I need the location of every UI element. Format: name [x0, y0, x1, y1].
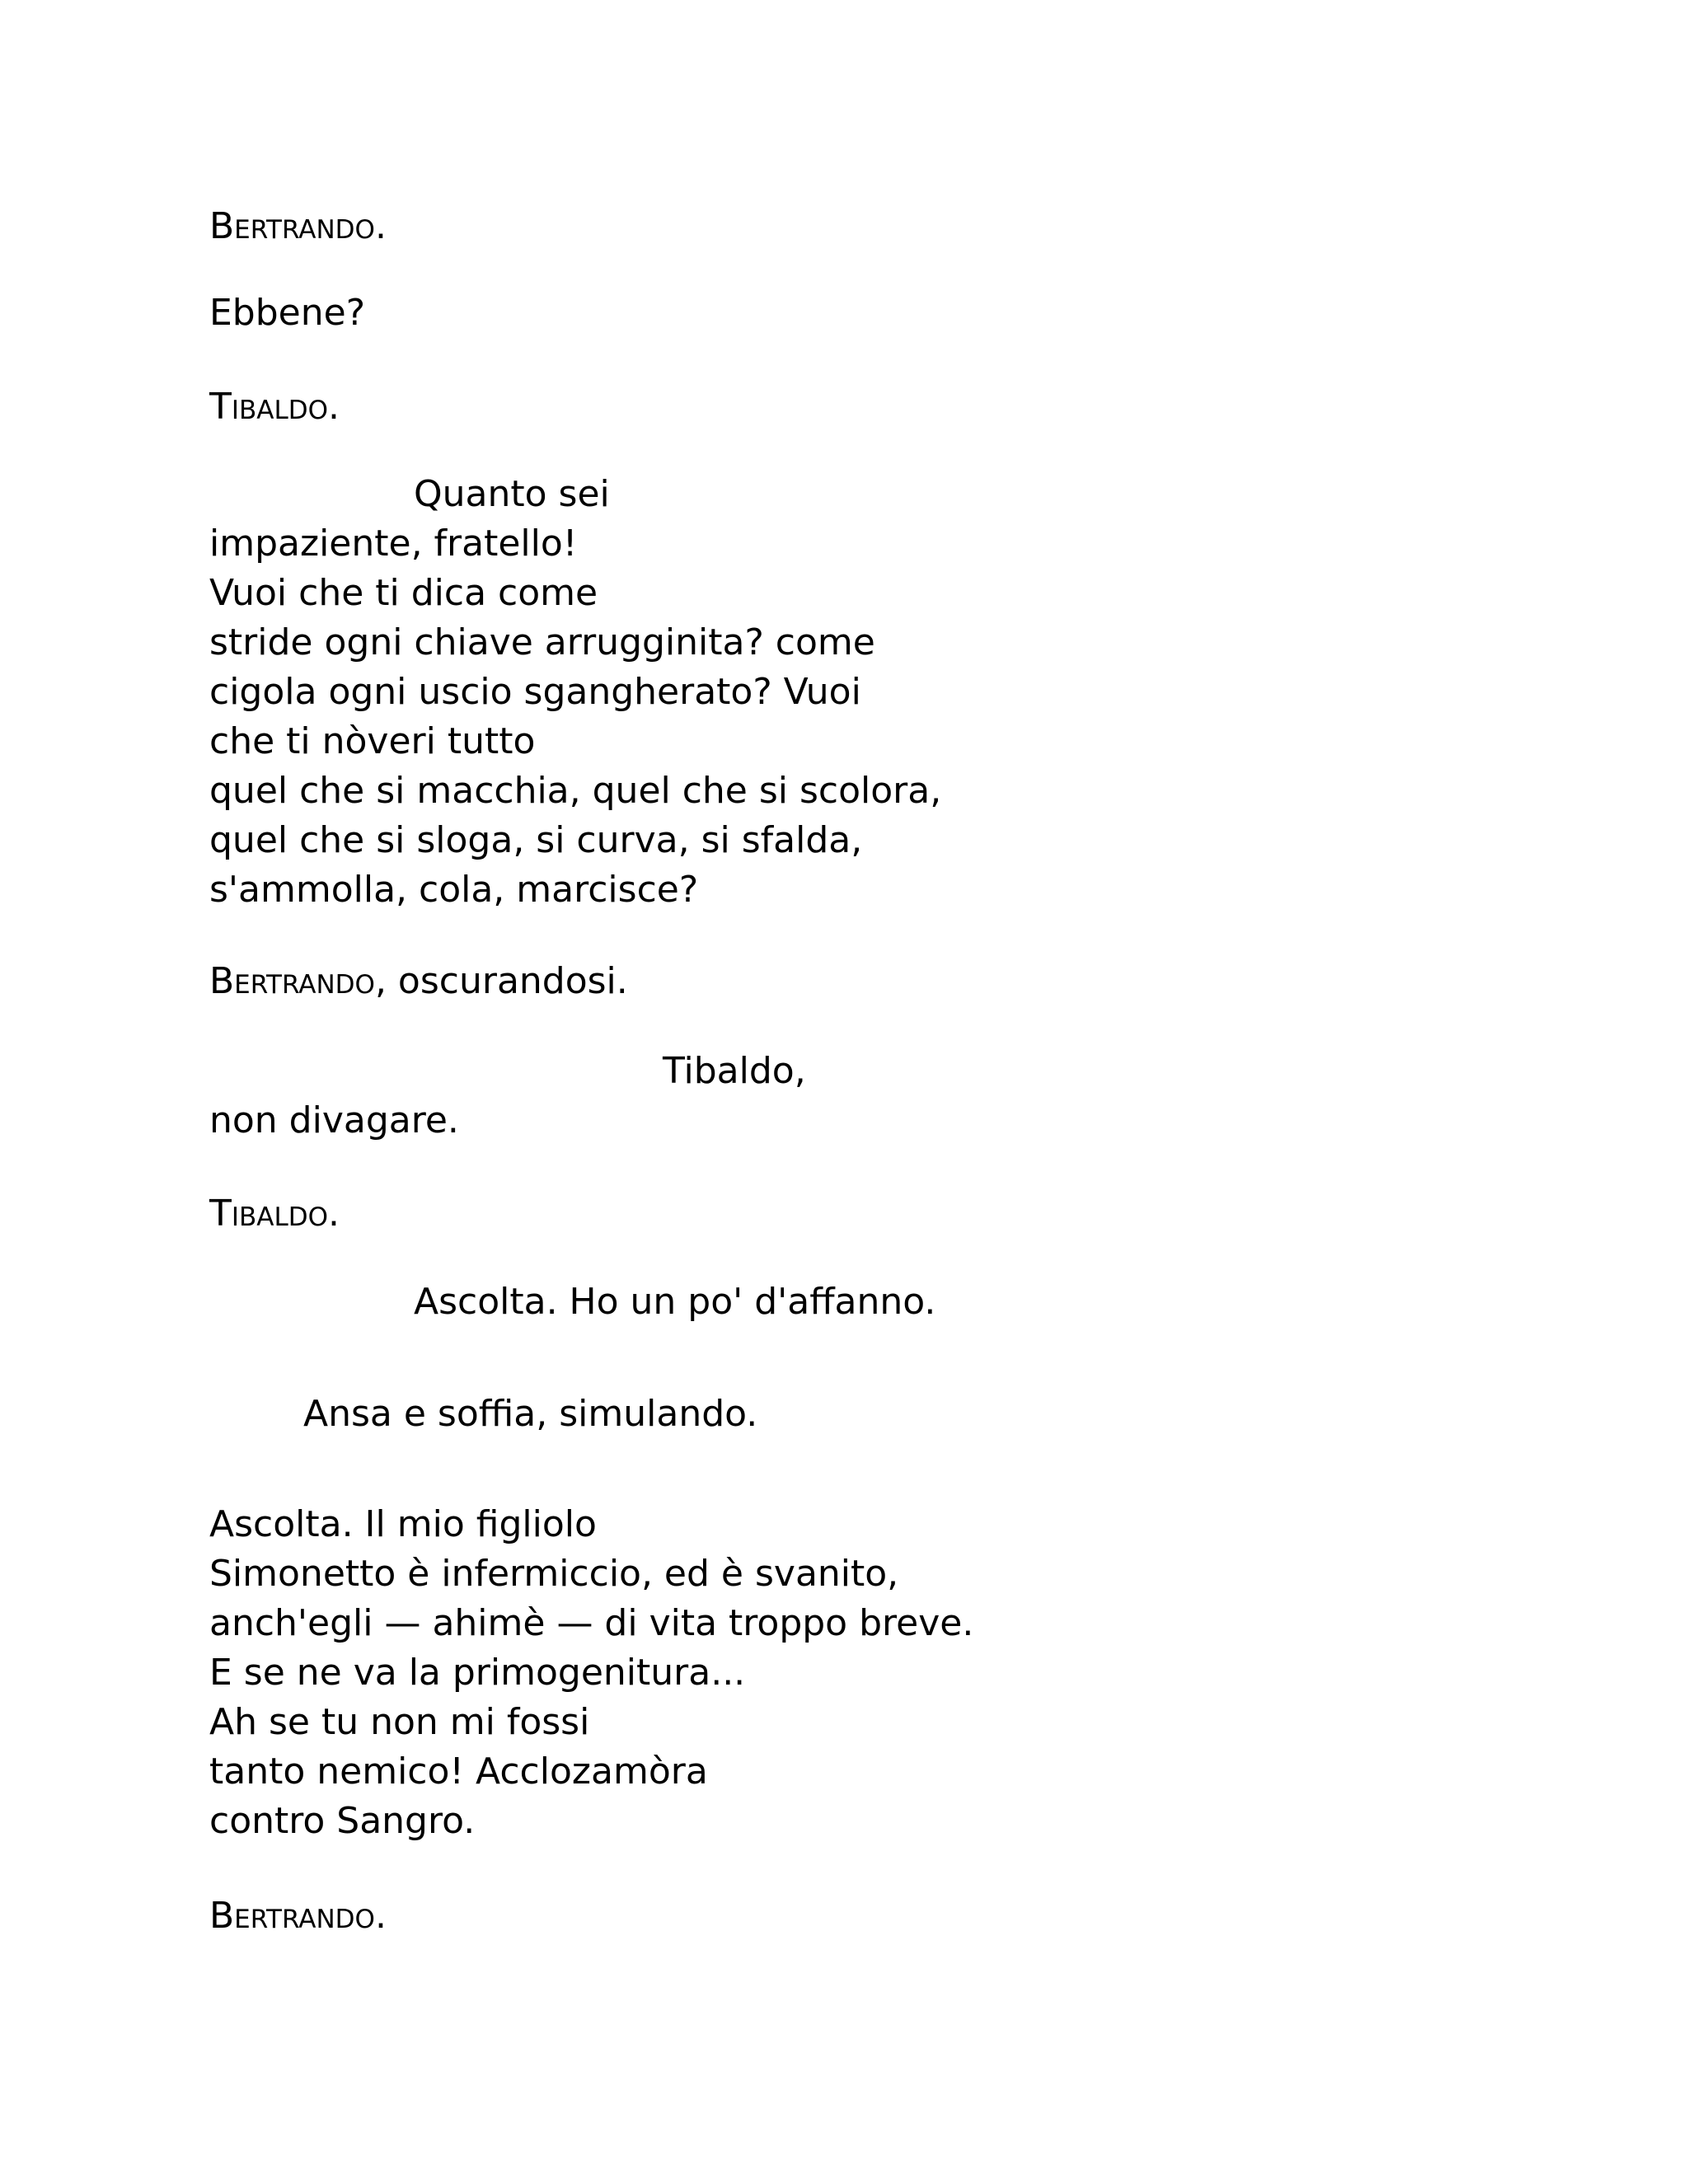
speaker-bertrando [209, 1891, 387, 1941]
verse-line: quel che si macchia, quel che si scolora, [209, 770, 942, 812]
verse-line: non divagare. [209, 1099, 459, 1141]
verse-line: E se ne va la primogenitura... [209, 1652, 746, 1694]
speaker-suffix: . [374, 205, 387, 247]
dialogue-tibaldo-1 [209, 470, 941, 915]
verse-line: stride ogni chiave arrugginita? come [209, 621, 875, 663]
verse-line: s'ammolla, cola, marcisce? [209, 869, 699, 911]
verse-line: Ebbene? [209, 292, 366, 334]
verse-line: Quanto sei [414, 473, 610, 515]
speaker-name: Bertrando [209, 205, 375, 247]
verse-line: tanto nemico! Acclozamòra [209, 1750, 708, 1793]
verse-line: Tibaldo, [663, 1050, 806, 1092]
verse-line: Ascolta. Ho un po' d'affanno. [414, 1281, 936, 1323]
verse-line: cigola ogni uscio sgangherato? Vuoi [209, 671, 861, 713]
verse-line: Simonetto è infermiccio, ed è svanito, [209, 1553, 899, 1595]
dialogue-bertrando-2 [209, 1047, 806, 1146]
verse-line: che ti nòveri tutto [209, 720, 536, 762]
speaker-suffix: , oscurandosi. [374, 960, 628, 1002]
verse-line: anch'egli — ahimè — di vita troppo breve. [209, 1602, 974, 1644]
speaker-suffix: . [328, 386, 340, 428]
stage-direction-text: Ansa e soffia, simulando. [303, 1393, 758, 1435]
verse-line: quel che si sloga, si curva, si sfalda, [209, 819, 863, 861]
speaker-bertrando [209, 202, 387, 251]
speaker-name: Bertrando [209, 960, 375, 1002]
speaker-suffix: . [328, 1193, 340, 1235]
verse-line: Ah se tu non mi fossi [209, 1701, 590, 1743]
verse-line: Ascolta. Il mio figliolo [209, 1503, 597, 1545]
speaker-suffix: . [374, 1895, 387, 1937]
speaker-name: Bertrando [209, 1895, 375, 1937]
speaker-name: Tibaldo [209, 1193, 329, 1235]
stage-direction [209, 1390, 757, 1439]
speaker-bertrando [209, 957, 628, 1006]
verse-line: impaziente, fratello! [209, 523, 578, 565]
speaker-tibaldo [209, 382, 340, 432]
verse-line: Vuoi che ti dica come [209, 572, 598, 614]
dialogue-tibaldo-3 [209, 1500, 973, 1846]
speaker-name: Tibaldo [209, 386, 329, 428]
dialogue-tibaldo-2 [209, 1277, 935, 1327]
verse-line: contro Sangro. [209, 1800, 476, 1842]
dialogue-bertrando-1 [209, 288, 365, 338]
speaker-tibaldo [209, 1189, 340, 1239]
